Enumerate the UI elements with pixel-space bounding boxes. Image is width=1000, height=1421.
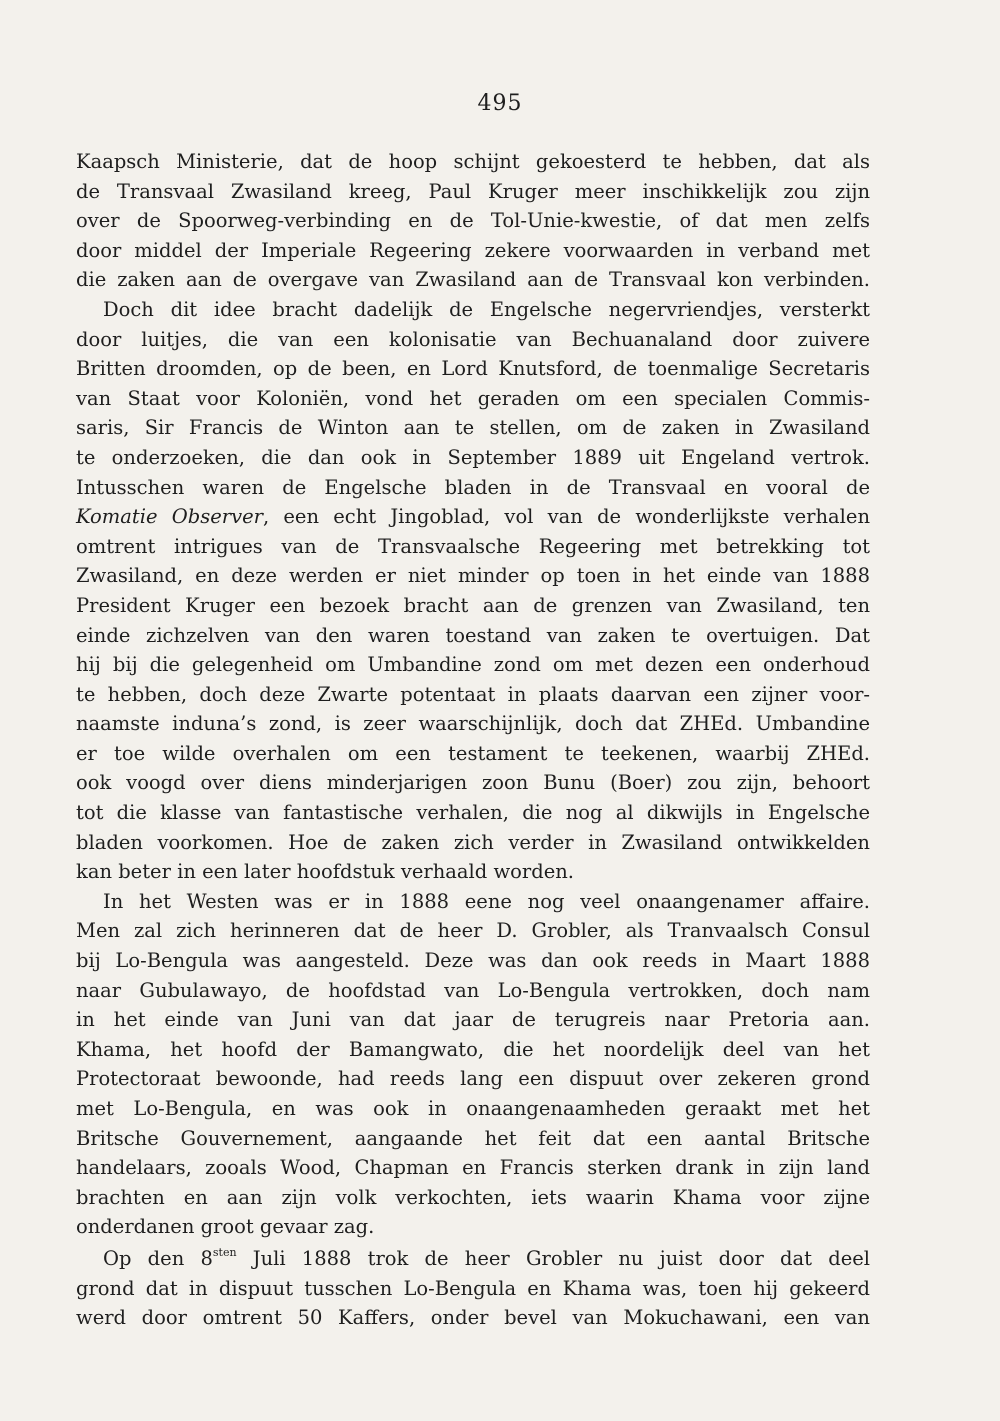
text-line: Britsche Gouvernement, aangaande het feit dat een aantal Britsche	[76, 1126, 870, 1150]
text-line: Men zal zich herinneren dat de heer D. Grobler, als Tranvaalsch Consul	[76, 919, 870, 943]
text-line: Khama, het hoofd der Bamangwato, die het noordelijk deel van het	[76, 1037, 870, 1061]
text-line: bladen voorkomen. Hoe de zaken zich verder in Zwasiland ontwikkelden	[76, 830, 870, 854]
text-line: In het Westen was er in 1888 eene nog veel onaangenamer affaire.	[103, 889, 870, 913]
text-line: onderdanen groot gevaar zag.	[76, 1215, 375, 1239]
text-line: President Kruger een bezoek bracht aan de grenzen van Zwasiland, ten	[76, 593, 870, 617]
text-line: de Transvaal Zwasiland kreeg, Paul Kruger meer inschikkelijk zou zijn	[76, 179, 870, 203]
text-line: handelaars, zooals Wood, Chapman en Francis sterken drank in zijn land	[76, 1156, 870, 1180]
text-line: ook voogd over diens minderjarigen zoon Bunu (Boer) zou zijn, behoort	[76, 771, 870, 795]
text-line: door middel der Imperiale Regeering zekere voorwaarden in verband met	[76, 238, 870, 262]
text-line: tot die klasse van fantastische verhalen, die nog al dikwijls in Engelsche	[76, 801, 870, 825]
ordinal-superscript: sten	[212, 1245, 237, 1259]
text-line: saris, Sir Francis de Winton aan te stellen, om de zaken in Zwasiland	[76, 416, 870, 440]
text-line: Britten droomden, op de been, en Lord Knutsford, de toenmalige Secretaris	[76, 357, 870, 381]
page-number: 495	[477, 91, 523, 116]
text-line-with-superscript	[76, 1244, 870, 1274]
text-line: over de Spoorweg-verbinding en de Tol-Unie-kwestie, of dat men zelfs	[76, 209, 870, 233]
text-line: einde zichzelven van den waren toestand van zaken te overtuigen. Dat	[76, 623, 870, 647]
text-line: Intusschen waren de Engelsche bladen in de Transvaal en vooral de	[76, 475, 870, 499]
text-line: te hebben, doch deze Zwarte potentaat in plaats daarvan een zijner voor-	[76, 682, 870, 706]
text-line: naamste induna’s zond, is zeer waarschijnlijk, doch dat ZHEd. Umbandine	[76, 712, 870, 736]
text-line: door luitjes, die van een kolonisatie van Bechuanaland door zuivere	[76, 327, 870, 351]
text-line: naar Gubulawayo, de hoofdstad van Lo-Bengula vertrokken, doch nam	[76, 978, 870, 1002]
text-line: Protectoraat bewoonde, had reeds lang een dispuut over zekeren grond	[76, 1067, 870, 1091]
text-line: grond dat in dispuut tusschen Lo-Bengula en Khama was, toen hij gekeerd	[76, 1276, 870, 1300]
text-line: in het einde van Juni van dat jaar de terugreis naar Pretoria aan.	[76, 1008, 870, 1032]
text-line: Doch dit idee bracht dadelijk de Engelsche negervriendjes, versterkt	[103, 297, 870, 321]
text-line: te onderzoeken, die dan ook in September 1889 uit Engeland vertrok.	[76, 445, 870, 469]
text-line: Kaapsch Ministerie, dat de hoop schijnt gekoesterd te hebben, dat als	[76, 150, 870, 173]
text-line: brachten en aan zijn volk verkochten, iets waarin Khama voor zijne	[76, 1185, 870, 1209]
text-line: met Lo-Bengula, en was ook in onaangenaamheden geraakt met het	[76, 1097, 870, 1120]
text-line: hij bij die gelegenheid om Umbandine zond om met dezen een onderhoud	[76, 653, 870, 677]
text-line: Zwasiland, en deze werden er niet minder op toen in het einde van 1888	[76, 564, 870, 588]
text-line-with-italic-title	[76, 502, 870, 532]
text-line: die zaken aan de overgave van Zwasiland aan de Transvaal kon verbinden.	[76, 268, 870, 292]
text-line: kan beter in een later hoofdstuk verhaald worden.	[76, 860, 575, 884]
text-line: werd door omtrent 50 Kaffers, onder bevel van Mokuchawani, een van	[76, 1306, 870, 1330]
text-fragment: , een echt Jingoblad, vol van de wonderlijkste verhalen	[262, 505, 871, 529]
text-line: bij Lo-Bengula was aangesteld. Deze was dan ook reeds in Maart 1888	[76, 949, 870, 973]
italic-publication-title: Komatie Observer	[76, 505, 263, 529]
body-text	[76, 147, 870, 1333]
text-line: omtrent intrigues van de Transvaalsche Regeering met betrekking tot	[76, 534, 870, 558]
text-fragment: Op den 8	[103, 1246, 213, 1270]
text-fragment: Juli 1888 trok de heer Grobler nu juist door dat deel	[236, 1246, 871, 1270]
text-line: van Staat voor Koloniën, vond het geraden om een specialen Commis-	[76, 386, 870, 410]
text-line: er toe wilde overhalen om een testament te teekenen, waarbij ZHEd.	[76, 741, 870, 765]
